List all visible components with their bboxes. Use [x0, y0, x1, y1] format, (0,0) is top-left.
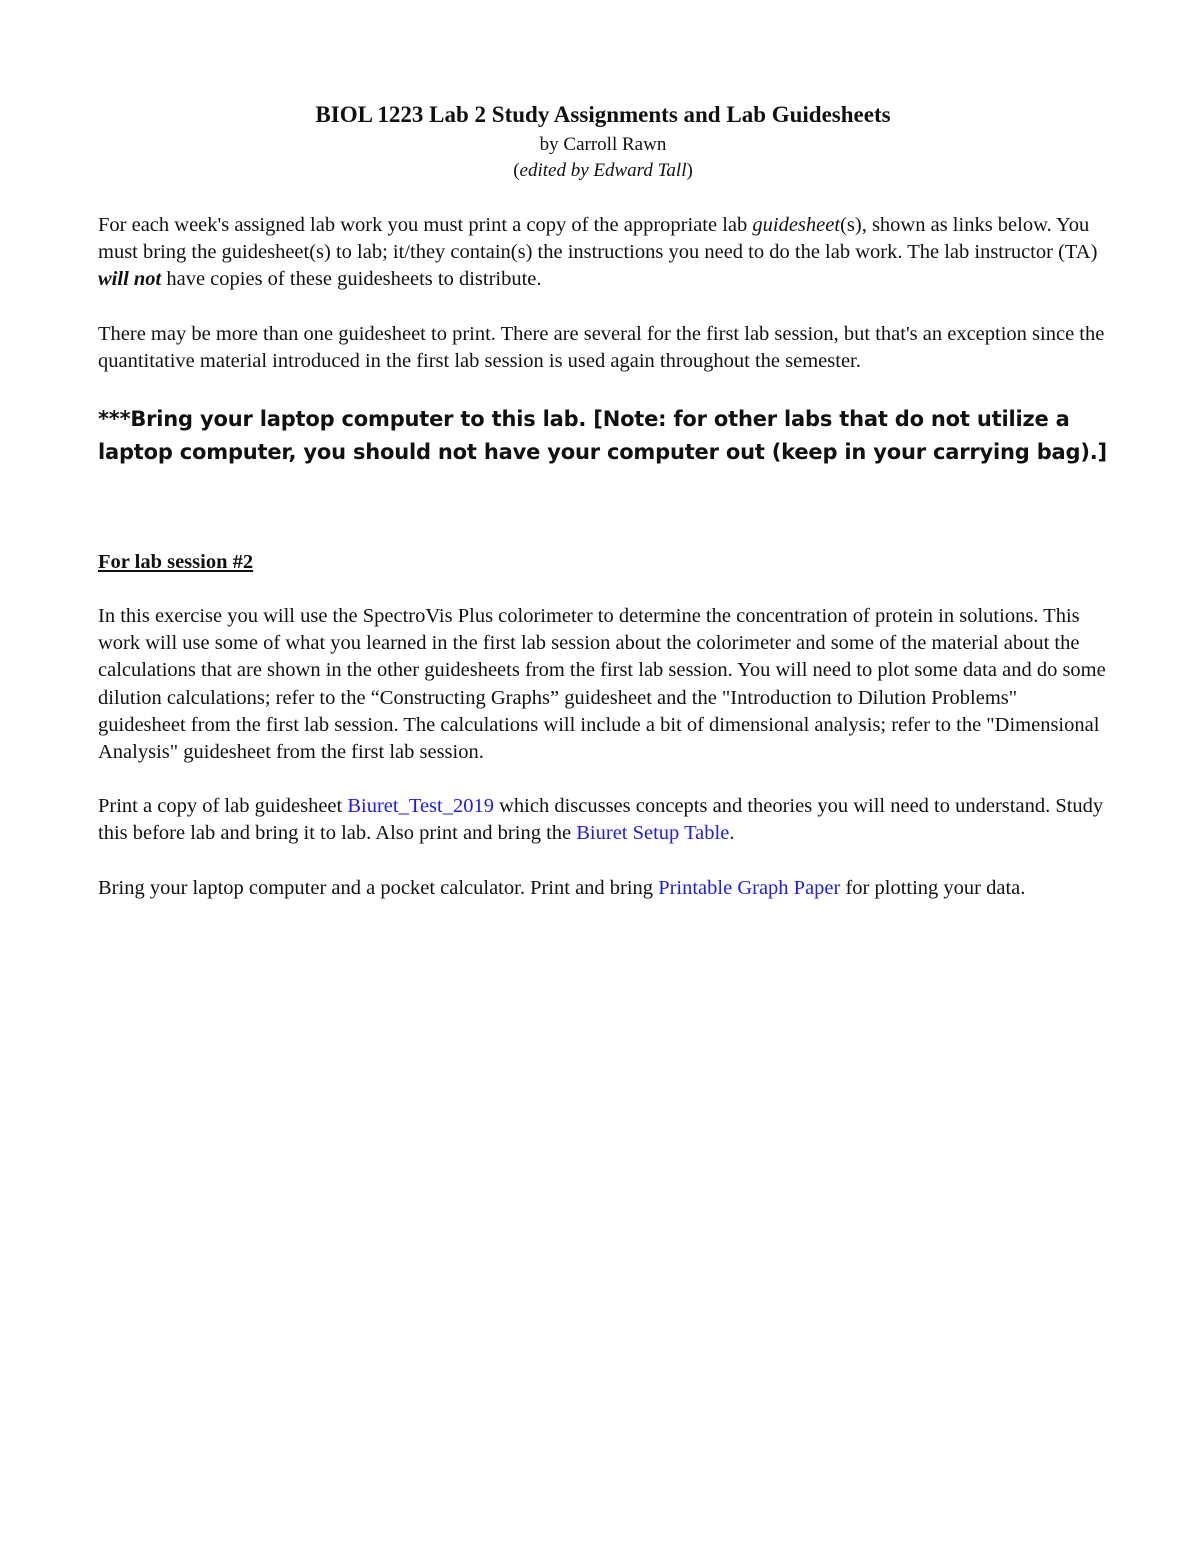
- biuret-setup-table-link[interactable]: Biuret Setup Table: [576, 822, 730, 845]
- intro-p1-text-c: have copies of these guidesheets to distribute.: [161, 268, 542, 291]
- session-paragraph-2: [98, 793, 1108, 847]
- editor-credit: [98, 158, 1108, 184]
- intro-paragraph-2: There may be more than one guidesheet to print. There are several for the first lab session, but that's an exception since the quantitative material introduced in the first lab session is used again throughout the semester.: [98, 322, 1105, 372]
- editor-name: edited by Edward Tall: [519, 160, 687, 181]
- intro-p1-text-b: (s), shown as links below. You must bring the guidesheet(s) to lab; it/they contain(s) the instructions you need to do the lab work. The lab instructor (TA): [98, 214, 1098, 264]
- section-heading: For lab session #2: [98, 551, 254, 574]
- document-title: BIOL 1223 Lab 2 Study Assignments and Lab Guidesheets: [315, 102, 891, 127]
- session-paragraph-3: [98, 875, 1108, 902]
- session-p2-text-c: .: [729, 822, 735, 845]
- session-paragraph-1: In this exercise you will use the SpectroVis Plus colorimeter to determine the concentration of protein in solutions. This work will use some of what you learned in the first lab session about the colorimeter and some of the material about the calculations that are shown in the other guidesheets from the first lab session. You will need to plot some data and do some dilution calculations; refer to the “Constructing Graphs” guidesheet and the "Introduction to Dilution Problems" guidesheet from the first lab session. The calculations will include a bit of dimensional analysis; refer to the "Dimensional Analysis" guidesheet from the first lab session.: [98, 605, 1106, 764]
- byline: by Carroll Rawn: [539, 134, 667, 155]
- session-p3-text-a: Bring your laptop computer and a pocket calculator. Print and bring: [98, 876, 659, 899]
- session-p2-text-a: Print a copy of lab guidesheet: [98, 795, 348, 818]
- laptop-callout: ***Bring your laptop computer to this lab. [Note: for other labs that do not utilize a laptop computer, you should not have your computer out (keep in your carrying bag).]: [98, 407, 1107, 465]
- intro-p1-guidesheet: guidesheet: [752, 214, 841, 236]
- editor-open-paren: (: [513, 160, 520, 181]
- intro-p1-will-not: will not: [98, 268, 162, 291]
- intro-paragraph-1: [98, 212, 1108, 294]
- graph-paper-link[interactable]: Printable Graph Paper: [658, 876, 841, 899]
- editor-close-paren: ): [686, 160, 693, 181]
- intro-p1-text-a: For each week's assigned lab work you must print a copy of the appropriate lab: [98, 214, 753, 236]
- document-page: [98, 98, 1108, 902]
- session-p3-text-b: for plotting your data.: [840, 876, 1026, 899]
- session-p2-text-b: which discusses concepts and theories you will need to understand. Study this before lab and bring it to lab. Also print and bring the: [98, 795, 1104, 845]
- biuret-test-link[interactable]: Biuret_Test_2019: [347, 795, 494, 818]
